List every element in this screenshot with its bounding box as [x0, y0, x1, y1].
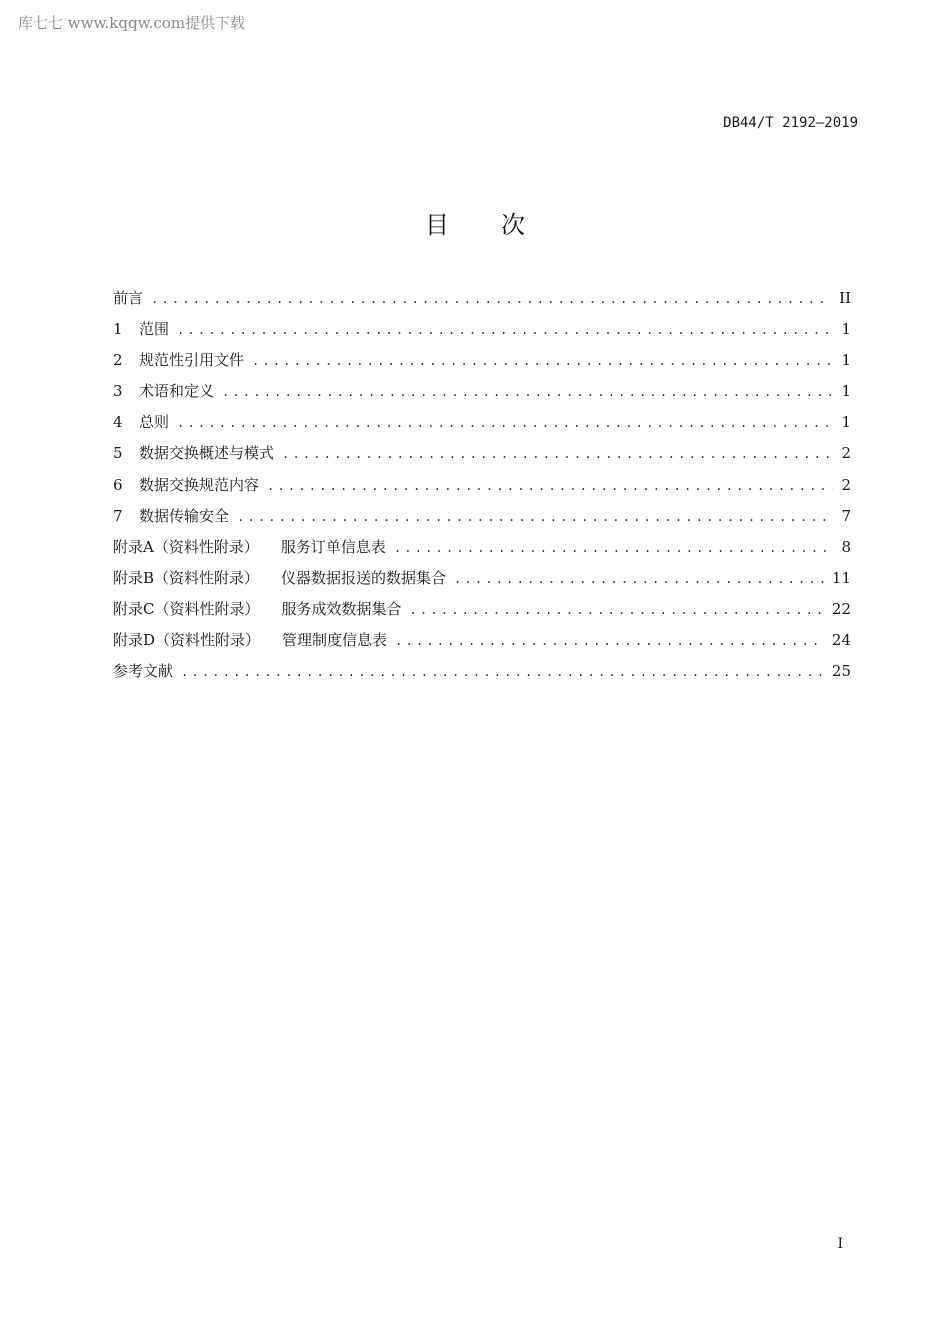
- toc-leader-dots: [222, 382, 833, 402]
- toc-section-number: 7: [113, 506, 123, 525]
- toc-page-number: 25: [831, 662, 851, 681]
- toc-entry-exchange-overview[interactable]: [113, 443, 851, 474]
- toc-entry-bibliography[interactable]: [113, 661, 851, 692]
- toc-appendix-title: 服务成效数据集合: [281, 599, 402, 618]
- toc-page-number: 11: [831, 568, 851, 587]
- toc-entry-label: 参考文献: [113, 662, 174, 681]
- toc-entry-label: 3 术语和定义: [113, 382, 215, 401]
- toc-section-number: 6: [113, 475, 123, 494]
- toc-page-number: 2: [841, 444, 851, 463]
- toc-entry-label: 4 总则: [113, 413, 170, 432]
- toc-appendix-title: 管理制度信息表: [282, 631, 388, 650]
- toc-entry-scope[interactable]: [113, 319, 851, 350]
- footer-page-number: I: [837, 1236, 843, 1252]
- toc-entry-general[interactable]: [113, 412, 851, 443]
- toc-section-number: 1: [113, 320, 123, 339]
- toc-leader-dots: [252, 351, 833, 371]
- toc-entry-foreword[interactable]: [113, 288, 851, 319]
- watermark-text: 库七七 www.kqqw.com提供下载: [18, 14, 246, 32]
- toc-entry-exchange-content[interactable]: [113, 475, 851, 506]
- toc-entry-appendix-c[interactable]: [113, 599, 851, 630]
- toc-page-number: 1: [841, 320, 851, 339]
- toc-title-char-1: 目: [425, 211, 449, 239]
- toc-entry-terms-definitions[interactable]: [113, 381, 851, 412]
- toc-section-number: 2: [113, 351, 123, 370]
- toc-entry-label: 附录A（资料性附录） 服务订单信息表: [113, 537, 386, 556]
- toc-section-number: 3: [113, 382, 123, 401]
- toc-page-number: II: [839, 289, 851, 307]
- toc-leader-dots: [282, 444, 833, 464]
- toc-appendix-title: 仪器数据报送的数据集合: [281, 568, 447, 587]
- toc-page-number: 1: [841, 351, 851, 370]
- document-code: DB44/T 2192—2019: [723, 115, 858, 131]
- toc-title-char-2: 次: [501, 211, 525, 239]
- toc-entry-label: 7 数据传输安全: [113, 506, 230, 525]
- toc-section-number: 5: [113, 444, 123, 463]
- toc-leader-dots: [177, 320, 833, 340]
- toc-entry-appendix-d[interactable]: [113, 630, 851, 661]
- toc-leader-dots: [181, 662, 824, 682]
- toc-page-number: 24: [831, 631, 851, 650]
- toc-title: [0, 205, 950, 240]
- toc-leader-dots: [454, 569, 824, 589]
- toc-entry-label: 附录C（资料性附录） 服务成效数据集合: [113, 599, 402, 618]
- toc-leader-dots: [237, 507, 833, 527]
- toc-leader-dots: [267, 476, 833, 496]
- toc-leader-dots: [177, 413, 833, 433]
- toc-appendix-title: 服务订单信息表: [280, 537, 386, 556]
- toc-entry-label: 2 规范性引用文件: [113, 351, 245, 370]
- toc-entry-label: 前言: [113, 289, 144, 307]
- toc-page-number: 22: [831, 599, 851, 618]
- toc-entry-label: 附录D（资料性附录） 管理制度信息表: [113, 631, 388, 650]
- toc-entry-label: 1 范围: [113, 320, 170, 339]
- toc-page-number: 1: [841, 382, 851, 401]
- toc-page-number: 7: [841, 506, 851, 525]
- toc-section-number: 4: [113, 413, 123, 432]
- toc-leader-dots: [395, 631, 824, 651]
- toc-entry-label: 附录B（资料性附录） 仪器数据报送的数据集合: [113, 568, 447, 587]
- toc-entry-transmission-security[interactable]: [113, 506, 851, 537]
- toc-leader-dots: [410, 600, 824, 620]
- toc-page-number: 2: [841, 475, 851, 494]
- toc-leader-dots: [394, 538, 833, 558]
- toc-entry-normative-references[interactable]: [113, 350, 851, 381]
- toc-entry-label: 5 数据交换概述与模式: [113, 444, 275, 463]
- toc-entry-appendix-b[interactable]: [113, 568, 851, 599]
- toc-entry-label: 6 数据交换规范内容: [113, 475, 260, 494]
- toc-entry-appendix-a[interactable]: [113, 537, 851, 568]
- toc-page-number: 8: [841, 537, 851, 556]
- toc-list: [113, 288, 851, 692]
- toc-page-number: 1: [841, 413, 851, 432]
- toc-leader-dots: [151, 289, 831, 309]
